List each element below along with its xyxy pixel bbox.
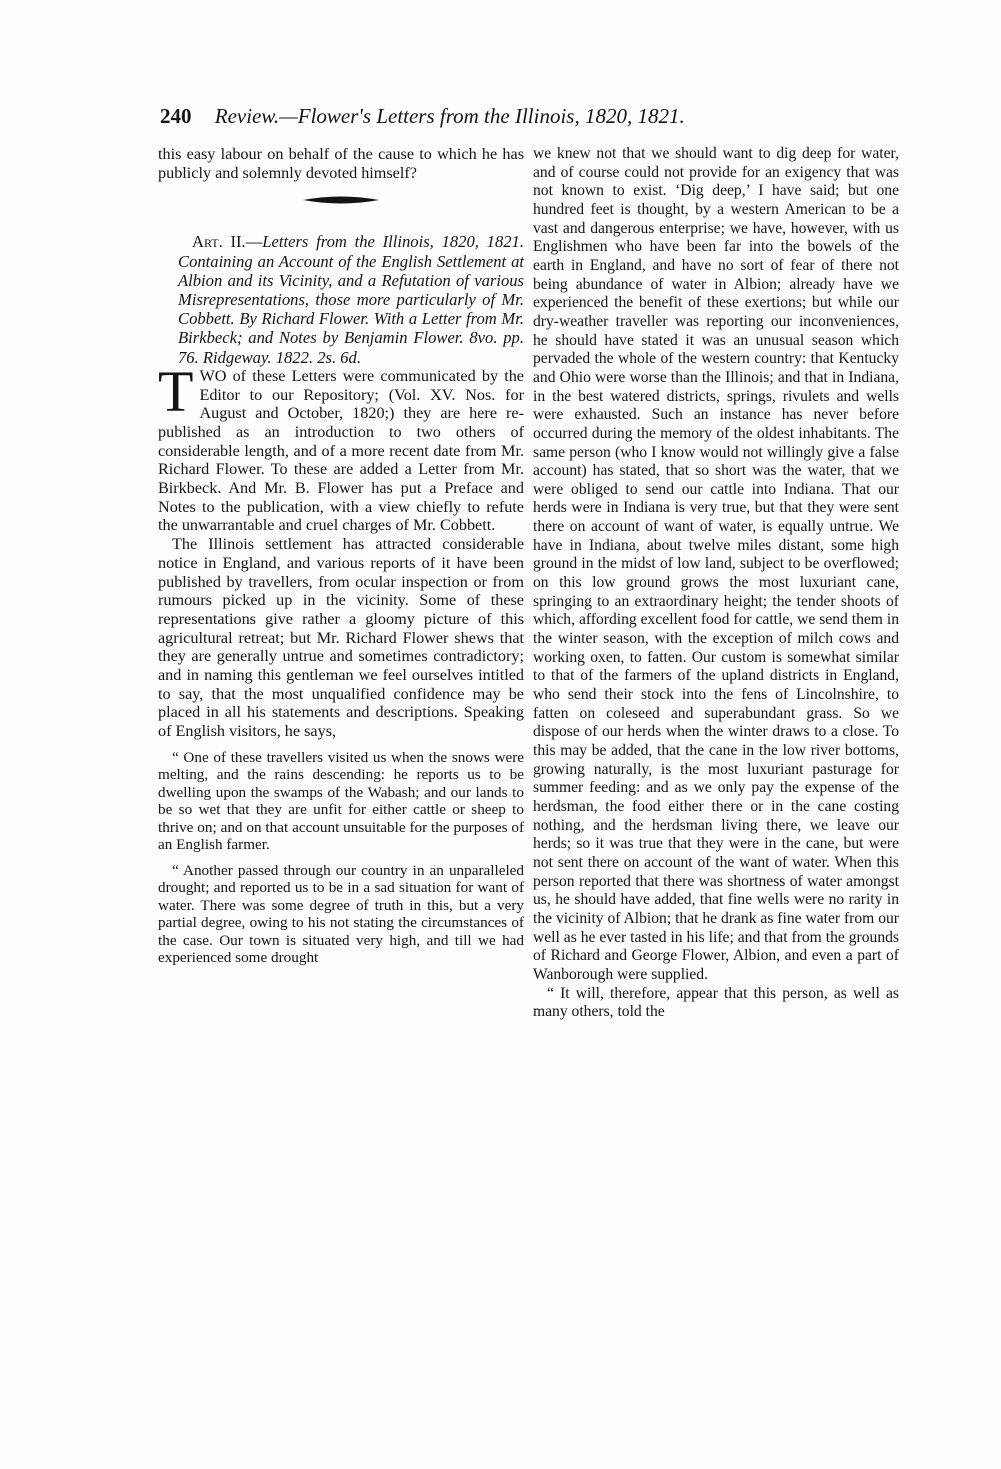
quote-2: “ Another passed through our country in an unparalleled drought; and reported us to be in a sad situation for want of water. There was some degree of truth in this, but a very partial degree, owing to his not stating the circumstances of the case. Our town is situated very high, and till we had experienced some drought [158,861,524,967]
paragraph-2: The Illinois settlement has attracted considerable notice in England, and various reports of it have been published by travellers, from ocular inspection or from rumours picked up in the vicinity. Some of these representations give rather a gloomy picture of this agricultural retreat; but Mr. Richard Flower shews that they are generally untrue and sometimes contradictory; and in naming this gentleman we feel ourselves intitled to say, that the most unqualified confidence may be placed in all his statements and descriptions. Speaking of English visitors, he says, [158,535,524,741]
paragraph-1 [158,358,524,535]
right-column [533,145,899,1022]
right-paragraph-2: “ It will, therefore, appear that this person, as well as many others, told the [533,984,899,1021]
quote-1: “ One of these travellers visited us when the snows were melting, and the rains descending: he reports us to be dwelling upon the swamps of the Wabash; and our lands to be so wet that they are unfit for either cattle or sheep to thrive on; and on that account unsuitable for the purposes of an English farmer. [158,748,524,854]
running-title: Review.—Flower's Letters from the Illinois, 1820, 1821. [214,104,685,128]
right-paragraph-1: we knew not that we should want to dig deep for water, and of course could not provide for an exigency that was not known to exist. ‘Dig deep,’ I have said; but one hundred feet is thought, by a western American to be a vast and dangerous enterprise; we have, however, with us Englishmen who have been far into the bowels of the earth in England, and have no sort of fear of there not being abundance of water in Albion; already have we experienced the benefit of these exertions; but while our dry-weather traveller was reporting our inconveniences, he should have stated it was an unusual season which pervaded the whole of the western country: that Kentucky and Ohio were worse than the Illinois; and that in Indiana, in the best watered districts, springs, rivulets and wells were exhausted. Such an instance has never before occurred during the memory of the oldest inhabitants. The same person (who I know would not willingly give a false account) has stated, that so short was the water, that we were obliged to send our cattle into Indiana. That our herds were in Indiana is very true, but that they were sent there on account of want of water, is equally untrue. We have in Indiana, about twelve miles distant, some high ground in the midst of low land, subject to be overflowed; on this low ground grows the most luxuriant cane, springing to an extraordinary height; the tender shoots of which, affording excellent food for cattle, we send them in the winter season, with the exception of milch cows and working oxen, to fatten. Our custom is somewhat similar to that of the farmers of the upland districts in England, who send their stock into the fens of Lincolnshire, to fatten on coleseed and superabundant grass. So we dispose of our herds when the winter draws to a close. To this may be added, that the cane in the low river bottoms, growing naturally, is the most luxuriant pasturage for summer feeding: and as we only pay the expense of the herdsman, the food either there or in the cane costing nothing, and the herdsman living there, we leave our herds; so it was true that they were in the cane, but were not sent there on account of the want of water. When this person reported that there was shortness of water amongst us, he should have added, that fine wells were no rarity in the vicinity of Albion; that he drank as fine water from our well as he ever tasted in his life; and that from the grounds of Richard and George Flower, Albion, and even a part of Wanborough were supplied. [533,145,899,983]
left-column [158,145,524,967]
drop-cap: T [158,358,194,424]
printer-ornament-icon [301,192,381,208]
article-citation: Letters from the Illinois, 1820, 1821. Containing an Account of the English Settlement at Albion and its Vicinity, and a Refutation of various Misrepresentations, those more particularly of Mr. Cobbett. By Richard Flower. With a Letter from Mr. Birkbeck; and Notes by Benjamin Flower. 8vo. pp. 76. Ridgeway. 1822. 2s. 6d. [178,232,524,367]
page-number: 240 [160,104,192,128]
paragraph-1-text: WO of these Letters were communicated by the Editor to our Repository; (Vol. XV. Nos. for August and October, 1820;) they are here re-published as an introduction to two others of considerable length, and of a more recent date from Mr. Richard Flower. To these are added a Letter from Mr. Birkbeck. And Mr. B. Flower has put a Preface and Notes to the publication, with a view chiefly to refute the unwarrantable and cruel charges of Mr. Cobbett. [158,366,524,535]
running-header [160,104,860,129]
article-label: Art. II.— [192,232,263,252]
article-heading [158,232,524,366]
opening-paragraph: this easy labour on behalf of the cause to which he has publicly and solemnly devoted himself? [158,145,524,182]
